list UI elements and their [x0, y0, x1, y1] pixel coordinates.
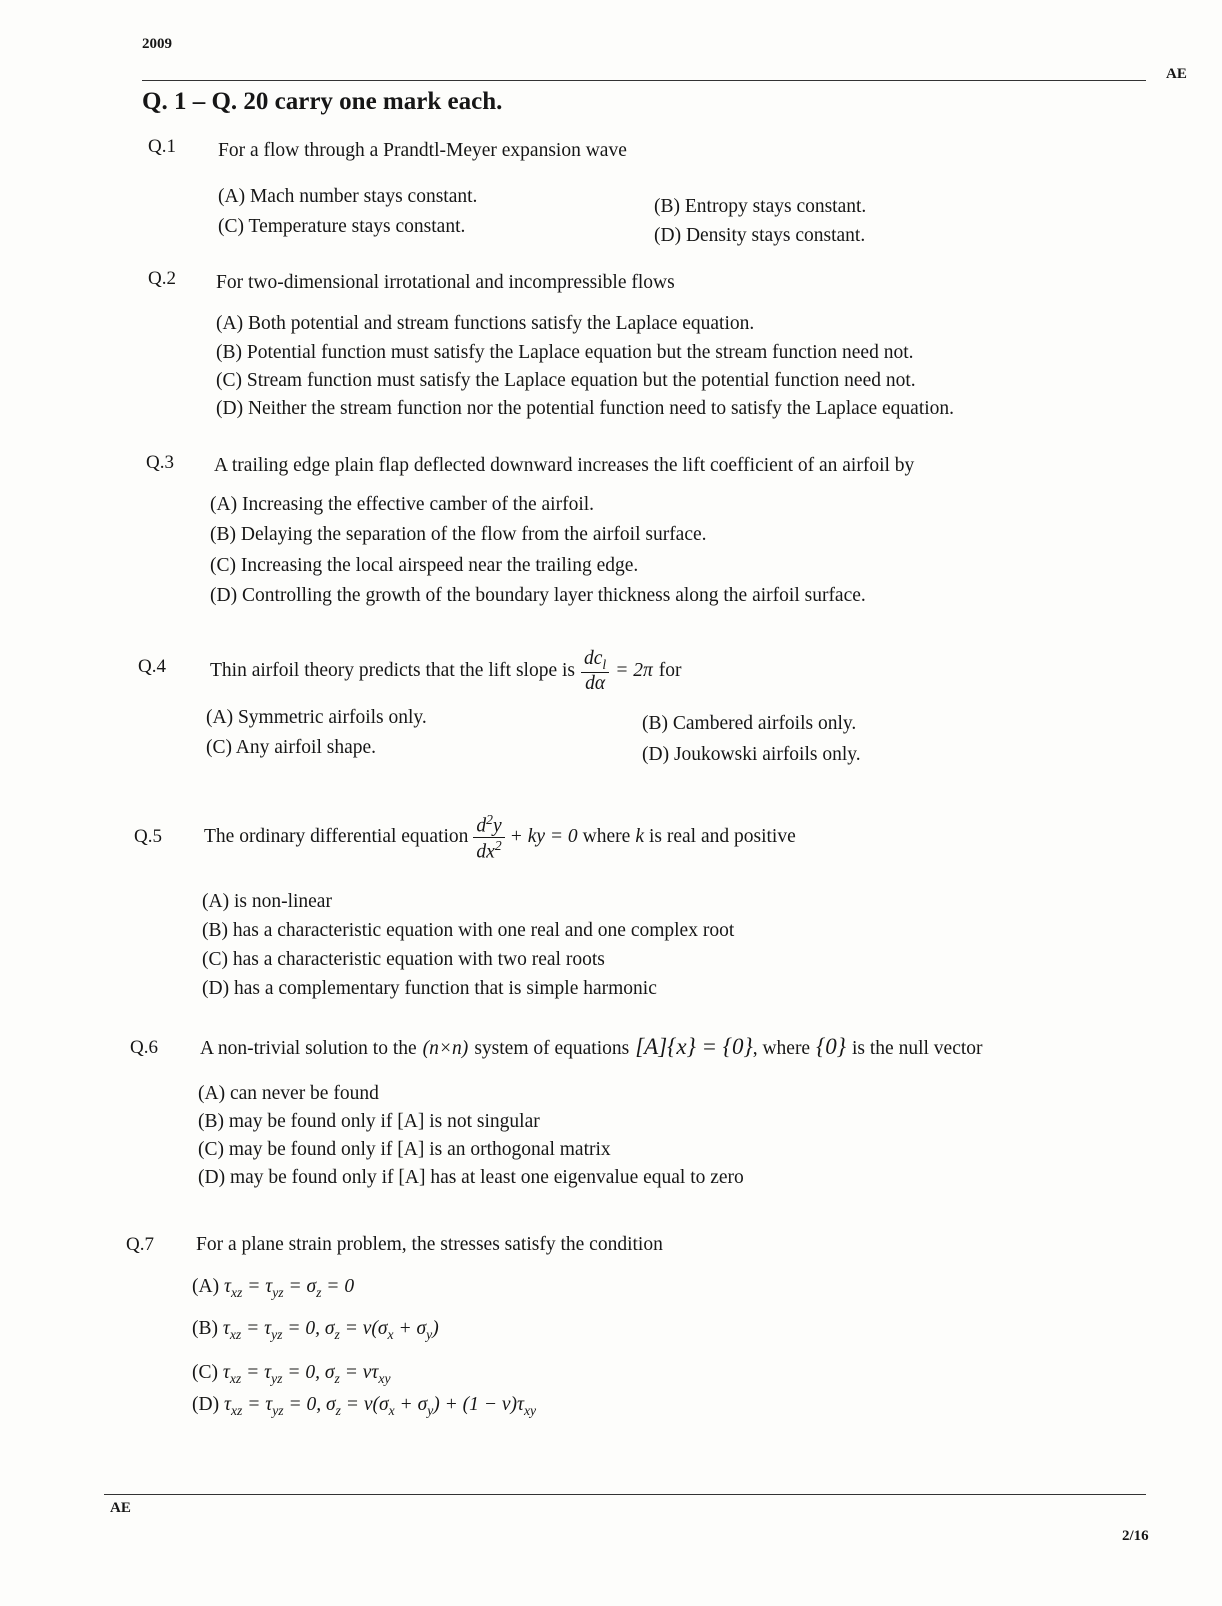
q6-option-a: (A) can never be found — [198, 1083, 379, 1104]
q5-text-after-b: is real and positive — [648, 826, 796, 848]
q2-option-d: (D) Neither the stream function nor the potential function need to satisfy the Laplace equation. — [216, 398, 955, 419]
q4-text — [210, 648, 682, 694]
q1-option-d: (D) Density stays constant. — [654, 225, 866, 246]
q5-option-c: (C) has a characteristic equation with two real roots — [202, 949, 605, 970]
q7-option-d — [192, 1394, 536, 1419]
q7-option-a — [192, 1276, 354, 1301]
q5-ode-fraction — [473, 812, 504, 863]
q2-option-a: (A) Both potential and stream functions satisfy the Laplace equation. — [216, 313, 755, 334]
q4-option-c: (C) Any airfoil shape. — [206, 737, 377, 758]
q3-option-a: (A) Increasing the effective camber of the airfoil. — [210, 494, 595, 515]
q5-text-before: The ordinary differential equation — [204, 826, 469, 848]
q3-option-b: (B) Delaying the separation of the flow from the airfoil surface. — [210, 524, 707, 545]
q6-text — [200, 1034, 983, 1060]
q7-option-b-formula: $\tau_{xz} = \tau_{yz} = 0$, $\sigma_z = \nu(\sigma_x + \sigma_y)$ — [222, 1318, 439, 1342]
q6-text-before: A non-trivial solution to the — [200, 1038, 417, 1059]
q5-option-a: (A) is non-linear — [202, 891, 332, 912]
q2-option-b: (B) Potential function must satisfy the Laplace equation but the stream function need not. — [216, 342, 914, 363]
q1-number: Q.1 — [148, 136, 176, 157]
q3-option-c: (C) Increasing the local airspeed near the trailing edge. — [210, 555, 639, 576]
q6-equation: [A]{x} = {0} — [635, 1034, 753, 1059]
q6-option-c: (C) may be found only if [A] is an orthogonal matrix — [198, 1139, 611, 1160]
footer-rule — [104, 1494, 1146, 1495]
q4-number: Q.4 — [138, 656, 166, 677]
q3-text: A trailing edge plain flap deflected downward increases the lift coefficient of an airfoil by — [214, 455, 915, 476]
header-rule — [142, 80, 1146, 81]
q5-frac-num-tail: y — [493, 815, 502, 837]
q5-frac-num: d — [476, 815, 487, 837]
q5-text-after-a: where — [582, 826, 631, 848]
q7-option-c-formula: $\tau_{xz} = \tau_{yz} = 0$, $\sigma_z = \nu\tau_{xy}$ — [222, 1362, 391, 1386]
q7-text: For a plane strain problem, the stresses satisfy the condition — [196, 1234, 663, 1255]
q4-text-eq: = 2π — [615, 660, 653, 682]
q7-option-d-formula: $\tau_{xz} = \tau_{yz} = 0$, $\sigma_z = \nu(\sigma_x + \sigma_y) + (1 - \nu)\tau_{xy}$ — [223, 1394, 537, 1418]
q4-text-after: for — [658, 660, 682, 682]
q3-number: Q.3 — [146, 452, 174, 473]
q4-lift-slope-fraction — [581, 648, 609, 694]
q2-text: For two-dimensional irrotational and incompressible flows — [216, 272, 675, 293]
q4-option-d: (D) Joukowski airfoils only. — [642, 744, 861, 765]
section-title: Q. 1 – Q. 20 carry one mark each. — [142, 88, 503, 115]
q7-option-a-formula: $\tau_{xz} = \tau_{yz} = \sigma_z = 0$ — [223, 1276, 355, 1300]
q5-text — [204, 812, 796, 863]
q6-number: Q.6 — [130, 1037, 158, 1058]
q4-text-before: Thin airfoil theory predicts that the lift slope is — [210, 660, 575, 682]
q4-frac-num-sub: l — [602, 656, 607, 672]
q1-option-a: (A) Mach number stays constant. — [218, 186, 478, 207]
q1-option-c: (C) Temperature stays constant. — [218, 216, 466, 237]
q4-frac-den: dα — [585, 672, 606, 694]
q7-option-c — [192, 1362, 391, 1387]
q6-null-vector: {0} — [816, 1034, 846, 1059]
header-paper-code: AE — [1166, 66, 1187, 82]
q6-system-size: (n×n) — [422, 1038, 469, 1059]
footer-page-number: 2/16 — [1122, 1528, 1149, 1544]
q2-number: Q.2 — [148, 268, 176, 289]
q5-frac-num-sup: 2 — [486, 812, 493, 827]
header-year: 2009 — [142, 36, 172, 52]
q6-option-d: (D) may be found only if [A] has at least one eigenvalue equal to zero — [198, 1167, 744, 1188]
q4-option-b: (B) Cambered airfoils only. — [642, 713, 857, 734]
q5-number: Q.5 — [134, 826, 162, 847]
q5-frac-den-sup: 2 — [494, 837, 502, 853]
q6-text-mid2: , where — [752, 1038, 811, 1059]
q6-option-b: (B) may be found only if [A] is not singular — [198, 1111, 540, 1132]
q5-option-b: (B) has a characteristic equation with one real and one complex root — [202, 920, 735, 941]
q1-option-b: (B) Entropy stays constant. — [654, 196, 867, 217]
q4-frac-num: dc — [584, 648, 603, 669]
q5-text-var: k — [635, 826, 644, 848]
q3-option-d: (D) Controlling the growth of the boundary layer thickness along the airfoil surface. — [210, 585, 866, 606]
q7-option-d-label: (D) — [192, 1394, 220, 1415]
q6-text-mid: system of equations — [474, 1038, 630, 1059]
q7-option-b-label: (B) — [192, 1318, 218, 1339]
q7-option-c-label: (C) — [192, 1362, 218, 1383]
q1-text: For a flow through a Prandtl-Meyer expansion wave — [218, 140, 627, 161]
q7-number: Q.7 — [126, 1234, 154, 1255]
q5-option-d: (D) has a complementary function that is simple harmonic — [202, 978, 657, 999]
q7-option-b — [192, 1318, 439, 1343]
q4-option-a: (A) Symmetric airfoils only. — [206, 707, 427, 728]
q6-text-after: is the null vector — [852, 1038, 983, 1059]
footer-paper-code: AE — [110, 1500, 131, 1516]
q2-option-c: (C) Stream function must satisfy the Laplace equation but the potential function need not. — [216, 370, 916, 391]
q5-frac-den: dx — [476, 841, 495, 863]
q7-option-a-label: (A) — [192, 1276, 220, 1297]
q5-text-eq: + ky = 0 — [509, 826, 578, 848]
